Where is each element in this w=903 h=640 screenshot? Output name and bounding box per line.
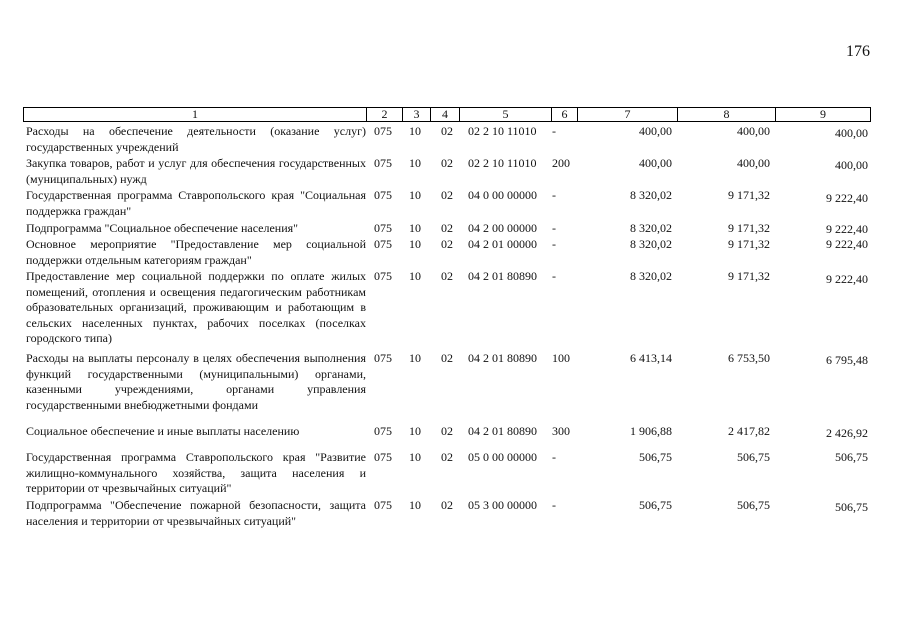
row-col-9: 2 426,92 [826, 426, 868, 440]
row-col-6: - [552, 498, 556, 512]
row-name: Социальное обеспечение и иные выплаты населению [26, 424, 300, 438]
row-col-7: 8 320,02 [630, 188, 672, 202]
row-col-9: 506,75 [835, 500, 868, 514]
row-col-9: 400,00 [835, 158, 868, 172]
row-col-6: 300 [552, 424, 570, 438]
row-col-3: 10 [409, 156, 421, 170]
row-col-6: 200 [552, 156, 570, 170]
row-name: Расходы на обеспечение деятельности (оказание услуг) государственных учреждений [26, 124, 366, 154]
row-name: Государственная программа Ставропольского края "Развитие жилищно-коммунального хозяйства, защита населения и территории от чрезвычайных ситуаций" [26, 450, 366, 495]
row-col-2: 075 [374, 156, 392, 170]
row-col-3: 10 [409, 269, 421, 283]
row-col-7: 506,75 [639, 498, 672, 512]
header-col-9: 9 [775, 107, 871, 122]
row-col-5: 04 2 00 00000 [468, 221, 537, 235]
row-col-5: 02 2 10 11010 [468, 124, 537, 138]
row-col-4: 02 [441, 124, 453, 138]
row-col-6: - [552, 269, 556, 283]
row-col-9: 9 222,40 [826, 191, 868, 205]
row-col-2: 075 [374, 498, 392, 512]
row-name: Подпрограмма "Обеспечение пожарной безопасности, защита населения и территории от чрезвычайных ситуаций" [26, 498, 366, 528]
row-name: Предоставление мер социальной поддержки по оплате жилых помещений, отопления и освещения педагогическим работникам образовательных организаций, проживающим и работающим в сельских населенных пунктах, рабочих поселках (поселках городского типа) [26, 269, 366, 345]
header-col-7: 7 [577, 107, 678, 122]
row-col-5: 05 0 00 00000 [468, 450, 537, 464]
row-col-9: 9 222,40 [826, 222, 868, 236]
row-col-2: 075 [374, 351, 392, 365]
row-col-7: 400,00 [639, 124, 672, 138]
row-col-9: 6 795,48 [826, 353, 868, 367]
row-col-4: 02 [441, 221, 453, 235]
row-col-8: 2 417,82 [728, 424, 770, 438]
row-col-7: 8 320,02 [630, 221, 672, 235]
row-col-3: 10 [409, 424, 421, 438]
row-col-3: 10 [409, 351, 421, 365]
page-number: 176 [846, 43, 870, 60]
row-col-4: 02 [441, 450, 453, 464]
row-col-8: 400,00 [737, 156, 770, 170]
row-col-8: 9 171,32 [728, 221, 770, 235]
row-col-5: 04 0 00 00000 [468, 188, 537, 202]
row-name: Основное мероприятие "Предоставление мер социальной поддержки отдельным категориям граждан" [26, 237, 366, 267]
header-col-3: 3 [402, 107, 431, 122]
row-col-4: 02 [441, 237, 453, 251]
row-col-7: 6 413,14 [630, 351, 672, 365]
row-col-8: 6 753,50 [728, 351, 770, 365]
row-col-3: 10 [409, 188, 421, 202]
row-col-5: 04 2 01 80890 [468, 269, 537, 283]
row-col-6: - [552, 450, 556, 464]
row-col-6: - [552, 188, 556, 202]
row-col-6: - [552, 237, 556, 251]
header-col-5: 5 [459, 107, 552, 122]
row-col-8: 9 171,32 [728, 237, 770, 251]
row-col-5: 04 2 01 80890 [468, 424, 537, 438]
row-col-9: 400,00 [835, 126, 868, 140]
row-col-2: 075 [374, 124, 392, 138]
row-name: Закупка товаров, работ и услуг для обеспечения государственных (муниципальных) нужд [26, 156, 366, 186]
row-name: Подпрограмма "Социальное обеспечение населения" [26, 221, 299, 235]
row-col-5: 04 2 01 80890 [468, 351, 537, 365]
row-col-7: 400,00 [639, 156, 672, 170]
row-col-5: 05 3 00 00000 [468, 498, 537, 512]
row-col-6: - [552, 124, 556, 138]
row-col-2: 075 [374, 450, 392, 464]
row-col-7: 8 320,02 [630, 269, 672, 283]
row-col-6: 100 [552, 351, 570, 365]
row-col-2: 075 [374, 237, 392, 251]
row-name: Расходы на выплаты персоналу в целях обеспечения выполнения функций государственными (муниципальными) органами, казенными учреждениями, органами управления государственными внебюджетными фондами [26, 351, 366, 412]
header-col-1: 1 [23, 107, 367, 122]
row-col-8: 9 171,32 [728, 188, 770, 202]
row-col-8: 400,00 [737, 124, 770, 138]
row-col-7: 506,75 [639, 450, 672, 464]
row-col-4: 02 [441, 188, 453, 202]
row-col-3: 10 [409, 237, 421, 251]
header-col-6: 6 [551, 107, 578, 122]
table-header [23, 107, 871, 122]
header-col-8: 8 [677, 107, 776, 122]
row-col-3: 10 [409, 221, 421, 235]
row-col-2: 075 [374, 188, 392, 202]
row-col-6: - [552, 221, 556, 235]
row-col-5: 02 2 10 11010 [468, 156, 537, 170]
row-col-8: 506,75 [737, 498, 770, 512]
row-col-4: 02 [441, 498, 453, 512]
row-col-9: 506,75 [835, 450, 868, 464]
row-col-3: 10 [409, 124, 421, 138]
row-col-4: 02 [441, 269, 453, 283]
row-col-3: 10 [409, 498, 421, 512]
row-col-5: 04 2 01 00000 [468, 237, 537, 251]
row-col-2: 075 [374, 269, 392, 283]
row-col-2: 075 [374, 424, 392, 438]
row-col-4: 02 [441, 351, 453, 365]
row-col-4: 02 [441, 156, 453, 170]
row-col-9: 9 222,40 [826, 237, 868, 251]
row-col-4: 02 [441, 424, 453, 438]
row-col-9: 9 222,40 [826, 272, 868, 286]
header-col-4: 4 [430, 107, 460, 122]
row-name: Государственная программа Ставропольского края "Социальная поддержка граждан" [26, 188, 366, 218]
row-col-8: 9 171,32 [728, 269, 770, 283]
header-col-2: 2 [366, 107, 403, 122]
row-col-8: 506,75 [737, 450, 770, 464]
row-col-7: 8 320,02 [630, 237, 672, 251]
row-col-3: 10 [409, 450, 421, 464]
row-col-7: 1 906,88 [630, 424, 672, 438]
row-col-2: 075 [374, 221, 392, 235]
